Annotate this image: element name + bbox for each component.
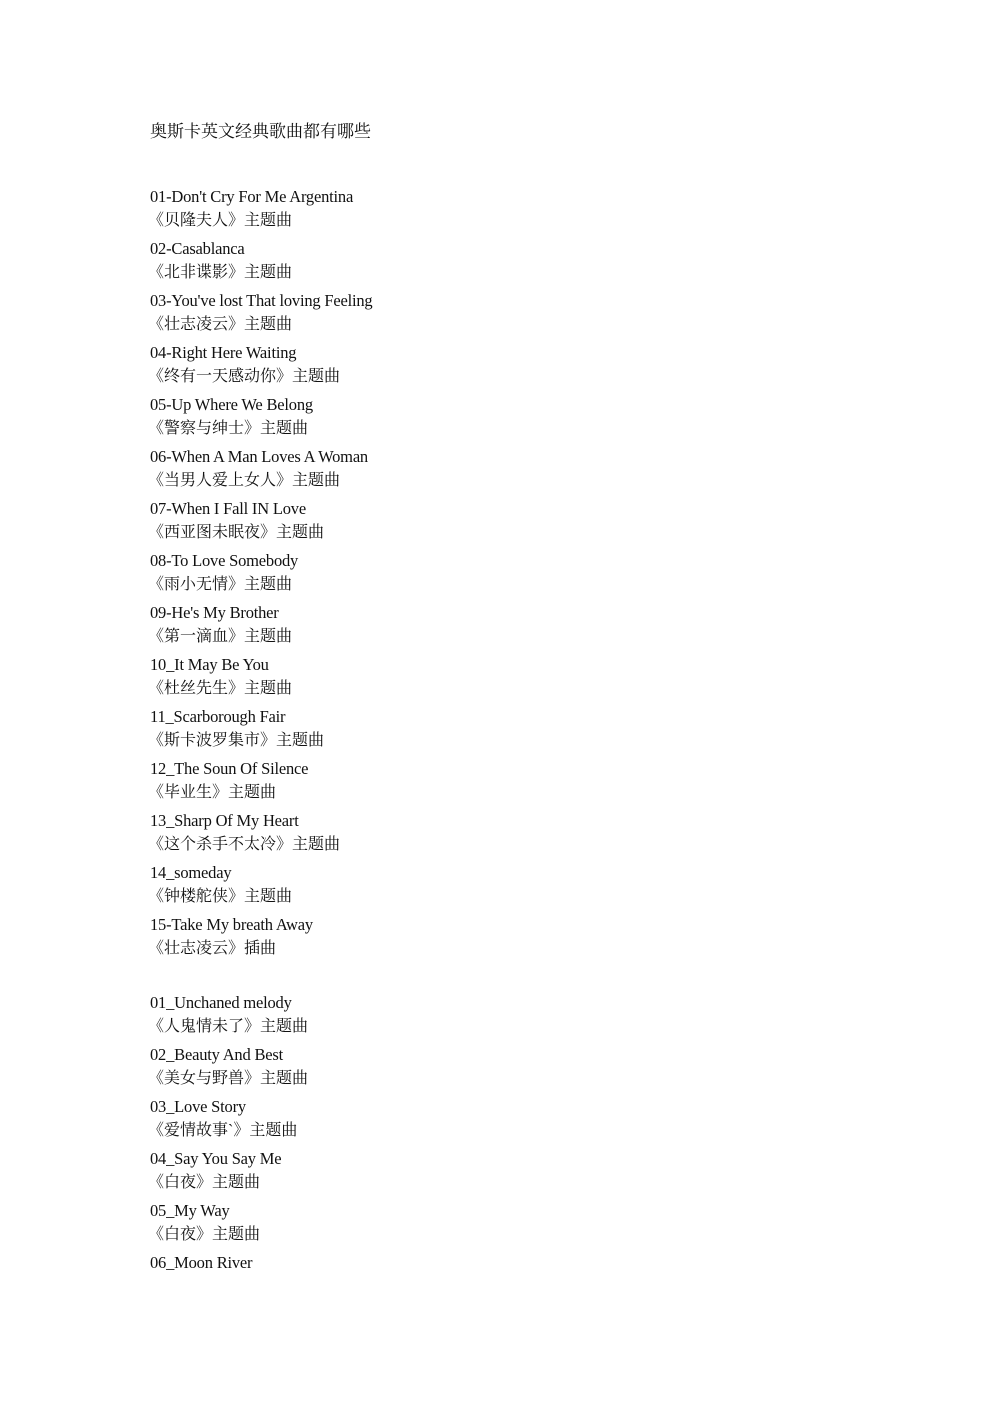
song-title: 12_The Soun Of Silence bbox=[150, 759, 309, 778]
list-item bbox=[150, 809, 910, 861]
song-title: 13_Sharp Of My Heart bbox=[150, 811, 299, 830]
song-film: 《白夜》主题曲 bbox=[148, 1174, 261, 1191]
song-film: 《贝隆夫人》主题曲 bbox=[148, 212, 293, 229]
list-item bbox=[150, 445, 910, 497]
song-film: 《终有一天感动你》主题曲 bbox=[148, 368, 341, 385]
list-item bbox=[150, 1095, 910, 1147]
song-film: 《壮志凌云》主题曲 bbox=[148, 316, 293, 333]
song-film: 《斯卡波罗集市》主题曲 bbox=[148, 732, 325, 749]
list-spacer bbox=[150, 965, 910, 991]
song-title: 01_Unchaned melody bbox=[150, 993, 292, 1012]
song-list-2 bbox=[150, 991, 910, 1303]
list-item bbox=[150, 497, 910, 549]
song-film: 《警察与绅士》主题曲 bbox=[148, 420, 309, 437]
list-item bbox=[150, 393, 910, 445]
song-film: 《人鬼情未了》主题曲 bbox=[148, 1018, 309, 1035]
song-film: 《钟楼舵侠》主题曲 bbox=[148, 888, 293, 905]
list-item bbox=[150, 1043, 910, 1095]
song-title: 09-He's My Brother bbox=[150, 603, 279, 622]
song-title: 02-Casablanca bbox=[150, 239, 245, 258]
song-title: 11_Scarborough Fair bbox=[150, 707, 286, 726]
list-item bbox=[150, 1251, 910, 1303]
song-film: 《当男人爱上女人》主题曲 bbox=[148, 472, 341, 489]
song-title: 08-To Love Somebody bbox=[150, 551, 299, 570]
document-page bbox=[150, 119, 910, 1303]
song-film: 《白夜》主题曲 bbox=[148, 1226, 261, 1243]
list-item bbox=[150, 991, 910, 1043]
song-film: 《壮志凌云》插曲 bbox=[148, 940, 277, 957]
song-title: 10_It May Be You bbox=[150, 655, 269, 674]
song-title: 04-Right Here Waiting bbox=[150, 343, 297, 362]
list-item bbox=[150, 861, 910, 913]
song-title: 03_Love Story bbox=[150, 1097, 246, 1116]
song-list-1 bbox=[150, 185, 910, 965]
song-film: 《雨小无情》主题曲 bbox=[148, 576, 293, 593]
song-title: 07-When I Fall IN Love bbox=[150, 499, 306, 518]
song-title: 06_Moon River bbox=[150, 1253, 253, 1272]
song-title: 01-Don't Cry For Me Argentina bbox=[150, 187, 354, 206]
song-title: 14_someday bbox=[150, 863, 232, 882]
list-item bbox=[150, 913, 910, 965]
song-title: 04_Say You Say Me bbox=[150, 1149, 282, 1168]
document-title: 奥斯卡英文经典歌曲都有哪些 bbox=[150, 122, 371, 141]
list-item bbox=[150, 601, 910, 653]
list-item bbox=[150, 757, 910, 809]
song-film: 《爱情故事`》主题曲 bbox=[148, 1122, 298, 1139]
list-item bbox=[150, 185, 910, 237]
song-film: 《北非谍影》主题曲 bbox=[148, 264, 293, 281]
song-film: 《第一滴血》主题曲 bbox=[148, 628, 293, 645]
list-item bbox=[150, 1199, 910, 1251]
song-title: 06-When A Man Loves A Woman bbox=[150, 447, 368, 466]
list-item bbox=[150, 549, 910, 601]
list-item bbox=[150, 1147, 910, 1199]
song-title: 15-Take My breath Away bbox=[150, 915, 313, 934]
list-item bbox=[150, 705, 910, 757]
list-item bbox=[150, 289, 910, 341]
list-item bbox=[150, 237, 910, 289]
song-film: 《这个杀手不太冷》主题曲 bbox=[148, 836, 341, 853]
song-film: 《西亚图未眠夜》主题曲 bbox=[148, 524, 325, 541]
list-item bbox=[150, 341, 910, 393]
song-title: 05_My Way bbox=[150, 1201, 230, 1220]
song-film: 《美女与野兽》主题曲 bbox=[148, 1070, 309, 1087]
song-title: 05-Up Where We Belong bbox=[150, 395, 313, 414]
song-title: 02_Beauty And Best bbox=[150, 1045, 283, 1064]
song-title: 03-You've lost That loving Feeling bbox=[150, 291, 373, 310]
song-film: 《毕业生》主题曲 bbox=[148, 784, 277, 801]
list-item bbox=[150, 653, 910, 705]
song-film: 《杜丝先生》主题曲 bbox=[148, 680, 293, 697]
